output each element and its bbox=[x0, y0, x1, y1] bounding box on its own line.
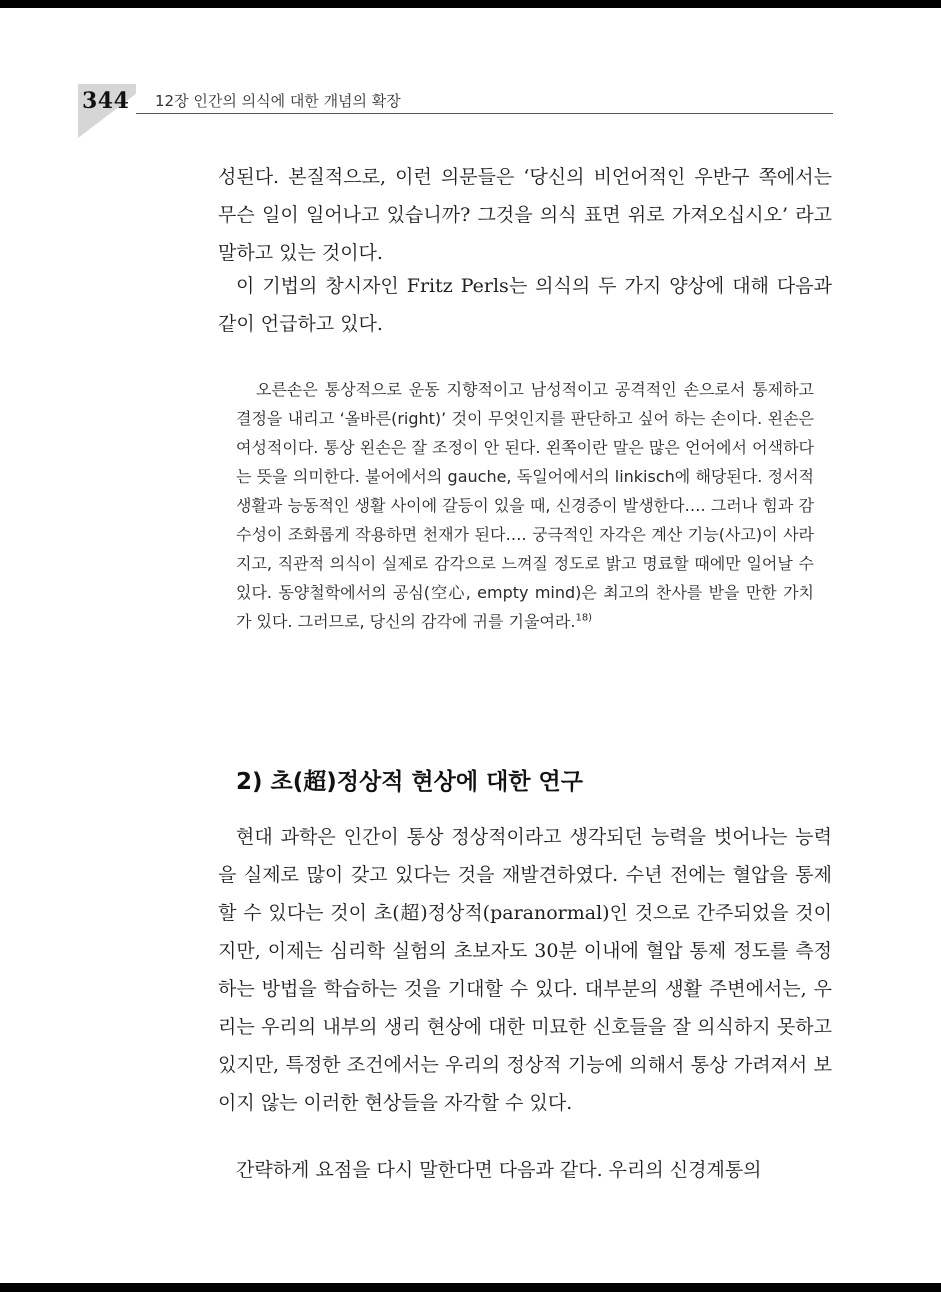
body-paragraph-4: 간략하게 요점을 다시 말한다면 다음과 같다. 우리의 신경계통의 bbox=[236, 1159, 762, 1181]
body-paragraph-1: 성된다. 본질적으로, 이런 의문들은 ‘당신의 비언어적인 우반구 쪽에서는 무슨 일이 일어나고 있습니까? 그것을 의식 표면 위로 가져오십시오’ 라고 말하고 있는 것이다. bbox=[218, 166, 832, 264]
top-border-bar bbox=[0, 0, 941, 8]
header-rule bbox=[136, 113, 833, 114]
body-paragraph-2: 이 기법의 창시자인 Fritz Perls는 의식의 두 가지 양상에 대해 다음과 같이 언급하고 있다. bbox=[218, 275, 832, 335]
block-quote bbox=[236, 375, 814, 636]
page-number: 344 bbox=[82, 88, 130, 114]
body-paragraph-3: 현대 과학은 인간이 통상 정상적이라고 생각되던 능력을 벗어나는 능력을 실제로 많이 갖고 있다는 것을 재발견하였다. 수년 전에는 혈압을 통제할 수 있다는 것이 초(超)정상적(paranormal)인 것으로 간주되었을 것이지만, 이제는 심리학 실험의 초보자도 30분 이내에 혈압 통제 정도를 측정하는 방법을 학습하는 것을 기대할 수 있다. 대부분의 생활 주변에서는, 우리는 우리의 내부의 생리 현상에 대한 미묘한 신호들을 잘 의식하지 못하고 있지만, 특정한 조건에서는 우리의 정상적 기능에 의해서 통상 가려져서 보이지 않는 이러한 현상들을 자각할 수 있다. bbox=[218, 826, 832, 1114]
running-head: 12장 인간의 의식에 대한 개념의 확장 bbox=[155, 92, 401, 110]
section-heading: 2) 초(超)정상적 현상에 대한 연구 bbox=[236, 769, 583, 795]
bottom-border-bar bbox=[0, 1283, 941, 1292]
footnote-marker: 18) bbox=[575, 612, 593, 624]
block-quote-text: 오른손은 통상적으로 운동 지향적이고 남성적이고 공격적인 손으로서 통제하고 결정을 내리고 ‘올바른(right)’ 것이 무엇인지를 판단하고 싶어 하는 손이다. 왼손은 여성적이다. 통상 왼손은 잘 조정이 안 된다. 왼쪽이란 말은 많은 언어에서 어색하다는 뜻을 의미한다. 불어에서의 gauche, 독일어에서의 linkisch에 해당된다. 정서적 생활과 능동적인 생활 사이에 갈등이 있을 때, 신경증이 발생한다…. 그러나 힘과 감수성이 조화롭게 작용하면 천재가 된다…. 궁극적인 자각은 계산 기능(사고)이 사라지고, 직관적 의식이 실제로 감각으로 느껴질 정도로 밝고 명료할 때에만 일어날 수 있다. 동양철학에서의 공심(空心, empty mind)은 최고의 찬사를 받을 만한 가치가 있다. 그러므로, 당신의 감각에 귀를 기울여라. bbox=[236, 380, 814, 631]
